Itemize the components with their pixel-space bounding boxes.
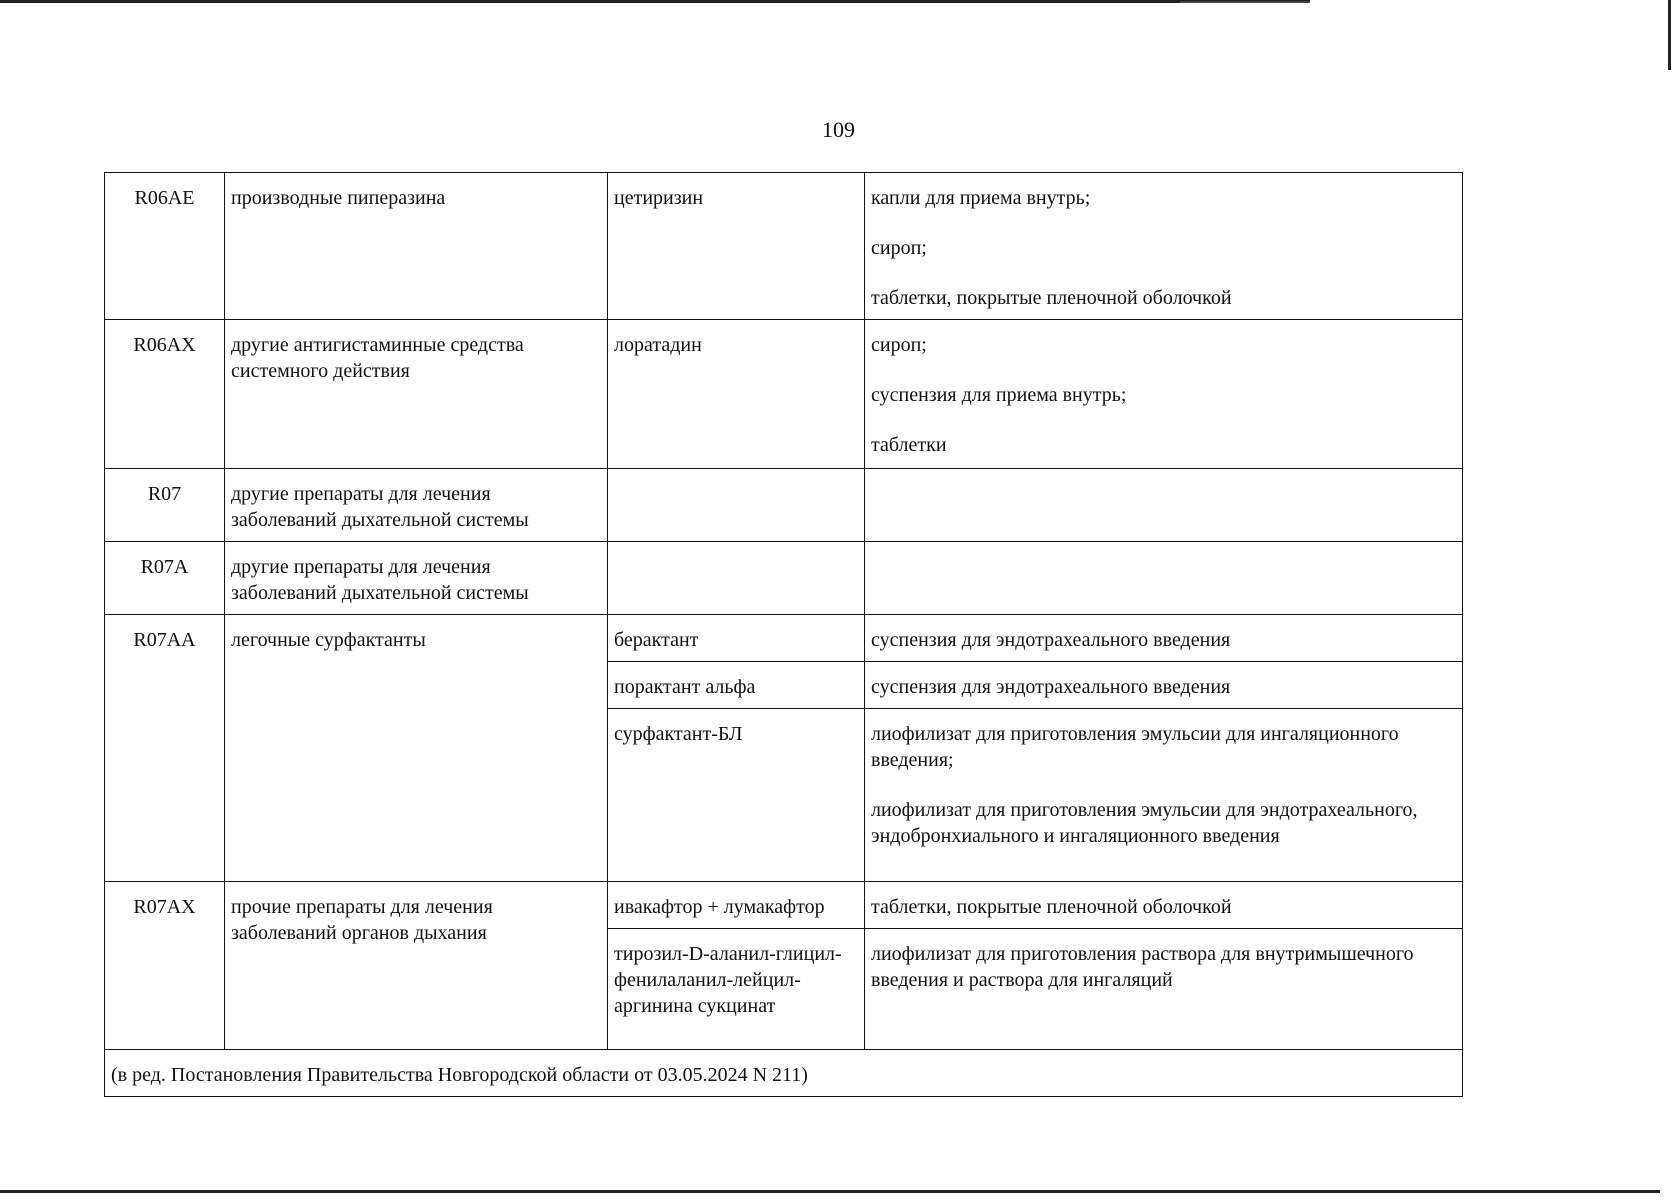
dosage-forms [865,173,1463,320]
table-row [105,615,1463,662]
drug-name-empty [608,542,865,615]
dosage-form: суспензия для эндотрахеального введения [865,615,1463,662]
dosage-form: таблетки, покрытые пленочной оболочкой [865,882,1463,929]
table-row [105,882,1463,929]
atc-code: R06AX [105,320,225,469]
scan-border-bottom [0,1190,1660,1193]
footnote-row [105,1050,1463,1097]
scan-border-top-fragment [1180,1,1310,3]
amendment-footnote: (в ред. Постановления Правительства Новгородской области от 03.05.2024 N 211) [105,1050,1463,1097]
dosage-form: таблетки, покрытые пленочной оболочкой [871,287,1232,309]
group-name: прочие препараты для лечения заболеваний органов дыхания [225,882,608,1050]
table-row [105,320,1463,469]
scan-border-right [1668,0,1671,70]
drug-name: ивакафтор + лумакафтор [608,882,865,929]
table-row [105,542,1463,615]
dosage-form: сироп; [871,334,927,356]
atc-code: R07A [105,542,225,615]
page-number: 109 [822,117,855,142]
drug-classification-table [104,172,1463,1097]
dosage-form: лиофилизат для приготовления раствора для внутримышечного введения и раствора для ингаляций [865,929,1463,1050]
drug-name-empty [608,469,865,542]
group-name: другие антигистаминные средства системного действия [225,320,608,469]
dosage-form: таблетки [871,434,947,456]
dosage-form: суспензия для эндотрахеального введения [865,662,1463,709]
drug-name: порактант альфа [608,662,865,709]
drug-name: цетиризин [608,173,865,320]
dosage-forms [865,709,1463,882]
drug-name: лоратадин [608,320,865,469]
group-name: легочные сурфактанты [225,615,608,882]
dosage-forms-empty [865,469,1463,542]
dosage-form: суспензия для приема внутрь; [871,384,1127,406]
dosage-forms [865,320,1463,469]
drug-name: тирозил-D-аланил-глицил-фенилаланил-лейцил-аргинина сукцинат [608,929,865,1050]
dosage-form: лиофилизат для приготовления эмульсии для эндотрахеального, эндобронхиального и ингаляционного введения [871,799,1418,847]
dosage-form: лиофилизат для приготовления эмульсии для ингаляционного введения; [871,723,1399,771]
drug-name: берактант [608,615,865,662]
group-name: другие препараты для лечения заболеваний дыхательной системы [225,469,608,542]
dosage-form: сироп; [871,237,927,259]
table-row [105,173,1463,320]
drug-name: сурфактант-БЛ [608,709,865,882]
atc-code: R06AE [105,173,225,320]
scan-border-top [0,0,1310,3]
atc-code: R07AA [105,615,225,882]
group-name: производные пиперазина [225,173,608,320]
dosage-form: капли для приема внутрь; [871,187,1091,209]
group-name: другие препараты для лечения заболеваний дыхательной системы [225,542,608,615]
dosage-forms-empty [865,542,1463,615]
atc-code: R07AX [105,882,225,1050]
atc-code: R07 [105,469,225,542]
table-row [105,469,1463,542]
